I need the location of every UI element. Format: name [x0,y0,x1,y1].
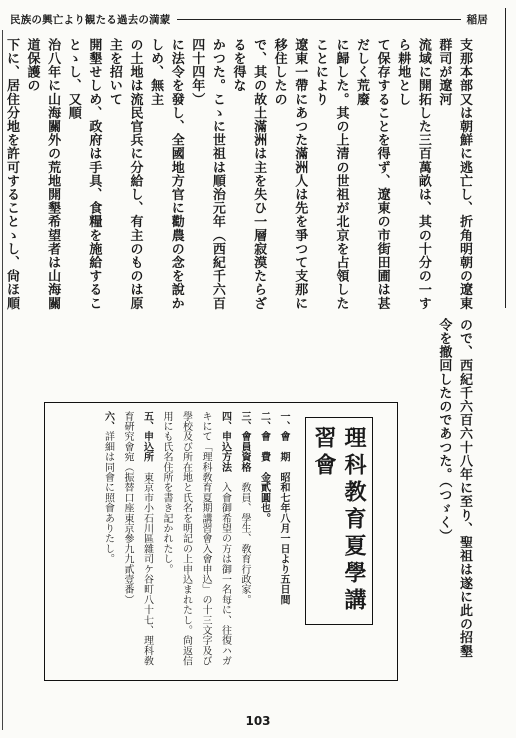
text-column: 治八年に山海關外の荒地開墾希望者は山海關道保護の [24,38,61,310]
running-header [10,10,488,28]
notice-item: 五、申込所 東京市小石川區雜司ケ谷町八十七、理科敎育硏究會宛（振替口座東京參九九貳壹番） [122,411,153,667]
text-column: の土地は流民官兵に分給し、有主のものは原主を招いて [106,38,143,310]
header-rule [177,19,461,20]
notice-title: 理科教育夏學講習會 [305,417,373,625]
text-column: に歸した。其の上清の世祖が北京を占領したことにより [312,38,349,310]
text-column: ので、西紀千六百六十八年に至り、聖祖は遂に此の招墾 [457,318,472,658]
text-column: 下に、居住分地を許可することゝし、尙ほ順 [3,38,19,310]
page-number: 103 [245,714,271,728]
text-column: 流域に開拓した三百萬畝は、其の十分の一すら耕地とし [395,38,431,310]
header-title: 民族の興亡より観たる過去の満蒙 [10,13,171,26]
text-column: かつた。こゝに世祖は順治元年（西紀千六百四十四年） [189,38,225,310]
text-column: 令を撤回したのであつた。（つゞく） [436,318,452,543]
notice-item: 四、申込方法 入會御希望の方は御一名每に、往復ハガキにて「理科敎育夏期講習會入會申込」の十三文字及び學校及び所在地と氏名を明記の上申込まれたし。尙返信用にも氏名住所を書き記かれたし。 [161,411,231,667]
header-corner-rule [505,8,506,308]
notice-item: 二、會 費 金貳圓也。 [258,411,270,524]
notice-content [55,411,385,673]
text-column: 支那本部又は朝鮮に逃亡し、折角明朝の遼東群司が遼河 [436,38,472,310]
article-continuation [400,318,474,678]
notice-item: 六、詳細は同會に照會ありたし。 [102,411,114,565]
text-column: に法令を發し、全國地方官に勸農の念を說かしめ、無主 [148,38,184,310]
text-column: 遼東一帶にあつた滿洲人は先を爭つて支那に移住したの [271,38,308,310]
header-author: 稲居 [466,13,488,26]
text-column: 開墾せしめ、政府は手具、食糧を施給することゝし、又順 [65,38,102,310]
text-column: て保存することを得ず、遼東の市街田圃は甚だしく荒廢 [354,38,390,310]
notice-item: 一、會 期 昭和七年八月一日より五日間 [278,411,289,605]
notice-box [44,402,398,681]
article-body [3,38,474,310]
notice-item: 三、會員資格 敎員、學生、敎育行政家。 [239,411,250,605]
text-column: で、其の故土滿洲は主を失ひ一層寂漠たらざるを得な [230,38,267,310]
